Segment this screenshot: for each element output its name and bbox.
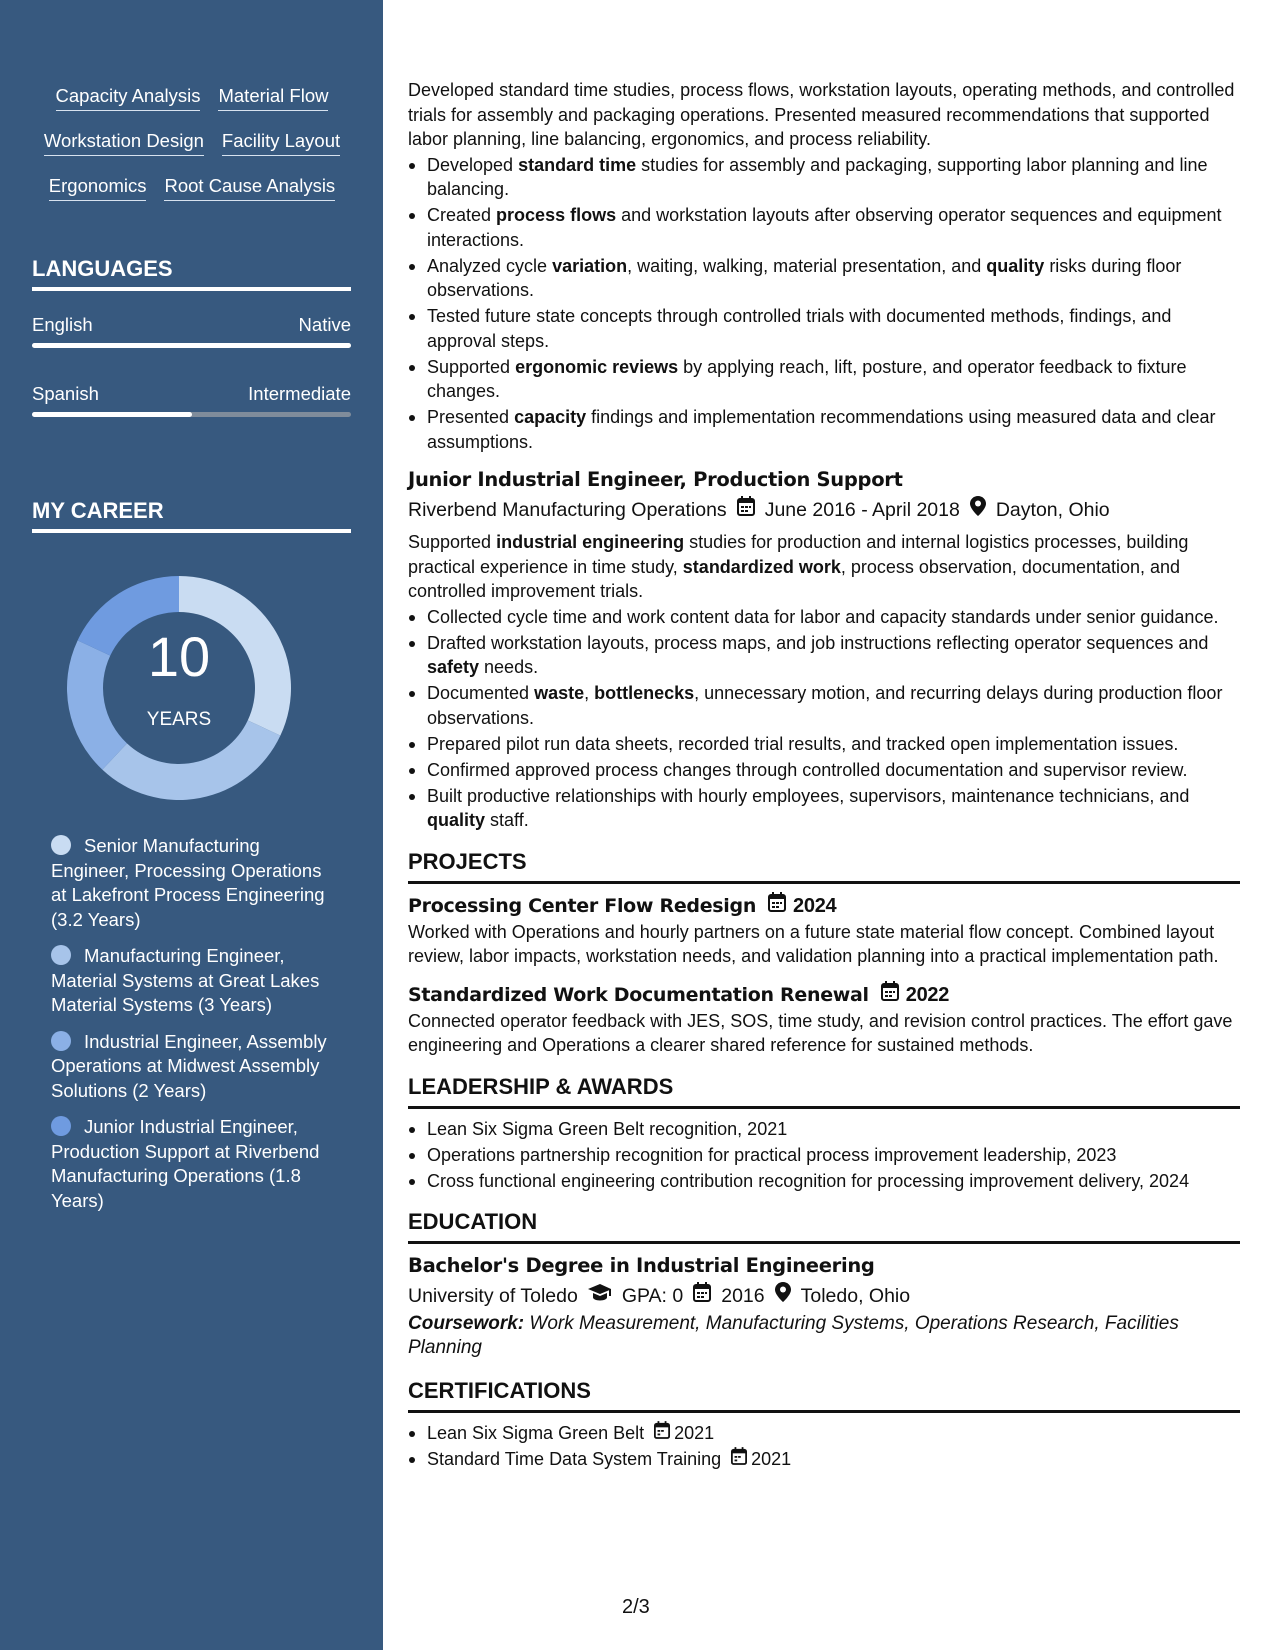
job-meta bbox=[408, 496, 1240, 524]
job-bullets bbox=[408, 605, 1240, 833]
school-location: Toledo, Ohio bbox=[800, 1285, 911, 1307]
bullet: Tested future state concepts through controlled trials with documented methods, findings, and approval steps. bbox=[408, 304, 1240, 353]
awards-heading: LEADERSHIP & AWARDS bbox=[408, 1074, 1240, 1109]
bullet: Drafted workstation layouts, process maps, and job instructions reflecting operator sequences and safety needs. bbox=[408, 631, 1240, 680]
education-meta bbox=[408, 1282, 1240, 1310]
skill-tag: Root Cause Analysis bbox=[164, 174, 335, 201]
skill-row bbox=[32, 84, 352, 129]
calendar-icon bbox=[768, 892, 786, 920]
languages-heading: LANGUAGES bbox=[32, 256, 351, 291]
bullet: Created process flows and workstation layouts after observing operator sequences and equipment interactions. bbox=[408, 203, 1240, 252]
career-text: Manufacturing Engineer, Material Systems at Great Lakes Material Systems (3 Years) bbox=[51, 945, 320, 1015]
skill-tag: Workstation Design bbox=[44, 129, 204, 156]
gpa: GPA: 0 bbox=[621, 1285, 684, 1307]
career-text: Junior Industrial Engineer, Production Support at Riverbend Manufacturing Operations (1.8 Years) bbox=[51, 1116, 320, 1211]
career-donut-chart bbox=[66, 575, 292, 801]
donut-svg bbox=[66, 575, 292, 801]
calendar-icon bbox=[881, 981, 899, 1009]
job-bullets bbox=[408, 153, 1240, 455]
project-description: Connected operator feedback with JES, SOS, time study, and revision control practices. The effort gave engineering and Operations a clearer shared reference for sustained methods. bbox=[408, 1010, 1233, 1055]
language-bar bbox=[32, 412, 351, 417]
project-title: Processing Center Flow Redesign bbox=[408, 894, 757, 917]
coursework: Coursework: Work Measurement, Manufacturing Systems, Operations Research, Facilities Planning bbox=[408, 1313, 1179, 1358]
career-item bbox=[51, 1115, 331, 1213]
language-level: Native bbox=[298, 314, 351, 335]
language-bar-fill bbox=[32, 343, 351, 348]
bullet: Prepared pilot run data sheets, recorded trial results, and tracked open implementation issues. bbox=[408, 732, 1240, 757]
career-total-number: 10 bbox=[147, 625, 211, 688]
coursework-label: Coursework: bbox=[408, 1313, 525, 1334]
project-title: Standardized Work Documentation Renewal bbox=[408, 983, 869, 1006]
career-dot bbox=[51, 835, 71, 855]
language-bar-fill bbox=[32, 412, 192, 417]
skill-row bbox=[32, 129, 352, 174]
awards-list bbox=[408, 1117, 1240, 1194]
award-item: Cross functional engineering contribution recognition for processing improvement delivery, 2024 bbox=[408, 1169, 1240, 1194]
graduation-year: 2016 bbox=[721, 1285, 765, 1307]
calendar-icon bbox=[654, 1421, 670, 1446]
bullet: Documented waste, bottlenecks, unnecessary motion, and recurring delays during production floor observations. bbox=[408, 681, 1240, 730]
skills-list bbox=[32, 84, 352, 219]
career-text: Industrial Engineer, Assembly Operations at Midwest Assembly Solutions (2 Years) bbox=[51, 1030, 327, 1101]
calendar-icon bbox=[731, 1447, 747, 1472]
career-item bbox=[51, 1030, 331, 1104]
project-year: 2022 bbox=[905, 983, 950, 1006]
career-dot bbox=[51, 1116, 71, 1136]
donut-slice bbox=[102, 720, 280, 800]
graduation-cap-icon bbox=[588, 1282, 612, 1310]
language-name: English bbox=[32, 314, 93, 335]
skill-tag: Capacity Analysis bbox=[56, 84, 201, 111]
sidebar bbox=[0, 0, 383, 1650]
education-heading: EDUCATION bbox=[408, 1209, 1240, 1244]
career-dot bbox=[51, 1031, 71, 1051]
award-item: Operations partnership recognition for practical process improvement leadership, 2023 bbox=[408, 1143, 1240, 1168]
bullet: Collected cycle time and work content data for labor and capacity standards under senior guidance. bbox=[408, 605, 1240, 630]
career-heading: MY CAREER bbox=[32, 498, 351, 533]
project-year: 2024 bbox=[793, 894, 837, 917]
projects-heading: PROJECTS bbox=[408, 849, 1240, 884]
cert-item: Lean Six Sigma Green Belt 2021 bbox=[408, 1421, 1240, 1446]
cert-item: Standard Time Data System Training 2021 bbox=[408, 1447, 1240, 1472]
language-english bbox=[32, 314, 351, 348]
main-content bbox=[408, 78, 1240, 1478]
career-text: Senior Manufacturing Engineer, Processing Operations at Lakefront Process Engineering (3.2 Years) bbox=[51, 835, 325, 930]
certifications-list bbox=[408, 1421, 1240, 1472]
job-summary: Developed standard time studies, process flows, workstation layouts, operating methods, and controlled trials for assembly and packaging operations. Presented measured recommendations that supported labor planning, line balancing, ergonomics, and process reliability. bbox=[408, 80, 1235, 149]
job-summary: Supported industrial engineering studies for production and internal logistics processes, building practical experience in time study, standardized work, process observation, documentation, and controlled improvement trials. bbox=[408, 532, 1189, 601]
language-level: Intermediate bbox=[248, 383, 351, 404]
page-number: 2/3 bbox=[622, 1596, 650, 1618]
skill-tag: Ergonomics bbox=[49, 174, 147, 201]
career-item bbox=[51, 944, 331, 1018]
job-location: Dayton, Ohio bbox=[995, 499, 1110, 521]
project-title-row bbox=[408, 892, 1240, 920]
bullet: Analyzed cycle variation, waiting, walking, material presentation, and quality risks during floor observations. bbox=[408, 254, 1240, 303]
bullet: Built productive relationships with hourly employees, supervisors, maintenance technicians, and quality staff. bbox=[408, 784, 1240, 833]
award-item: Lean Six Sigma Green Belt recognition, 2021 bbox=[408, 1117, 1240, 1142]
career-item bbox=[51, 834, 331, 932]
bullet: Supported ergonomic reviews by applying reach, lift, posture, and operator feedback to fixture changes. bbox=[408, 355, 1240, 404]
language-bar bbox=[32, 343, 351, 348]
skill-tag: Facility Layout bbox=[222, 129, 340, 156]
job-dates: June 2016 - April 2018 bbox=[764, 499, 960, 521]
location-pin-icon bbox=[775, 1282, 791, 1310]
skill-tag: Material Flow bbox=[218, 84, 328, 111]
career-total-unit: YEARS bbox=[146, 709, 212, 730]
location-pin-icon bbox=[970, 496, 986, 524]
language-name: Spanish bbox=[32, 383, 99, 404]
project-title-row bbox=[408, 981, 1240, 1009]
skill-row bbox=[32, 174, 352, 219]
bullet: Developed standard time studies for assembly and packaging, supporting labor planning and line balancing. bbox=[408, 153, 1240, 202]
language-spanish bbox=[32, 383, 351, 417]
career-dot bbox=[51, 945, 71, 965]
company-name: Riverbend Manufacturing Operations bbox=[408, 499, 727, 521]
calendar-icon bbox=[693, 1282, 711, 1310]
career-list bbox=[51, 834, 331, 1225]
degree-title: Bachelor's Degree in Industrial Engineering bbox=[408, 1254, 875, 1277]
bullet: Presented capacity findings and implementation recommendations using measured data and clear assumptions. bbox=[408, 405, 1240, 454]
project-description: Worked with Operations and hourly partners on a future state material flow concept. Combined layout review, labor impacts, workstation needs, and validation planning into a practical implementation path. bbox=[408, 921, 1219, 966]
school-name: University of Toledo bbox=[408, 1285, 578, 1307]
certifications-heading: CERTIFICATIONS bbox=[408, 1378, 1240, 1413]
job-title: Junior Industrial Engineer, Production Support bbox=[408, 468, 903, 491]
bullet: Confirmed approved process changes through controlled documentation and supervisor review. bbox=[408, 758, 1240, 783]
calendar-icon bbox=[737, 496, 755, 524]
